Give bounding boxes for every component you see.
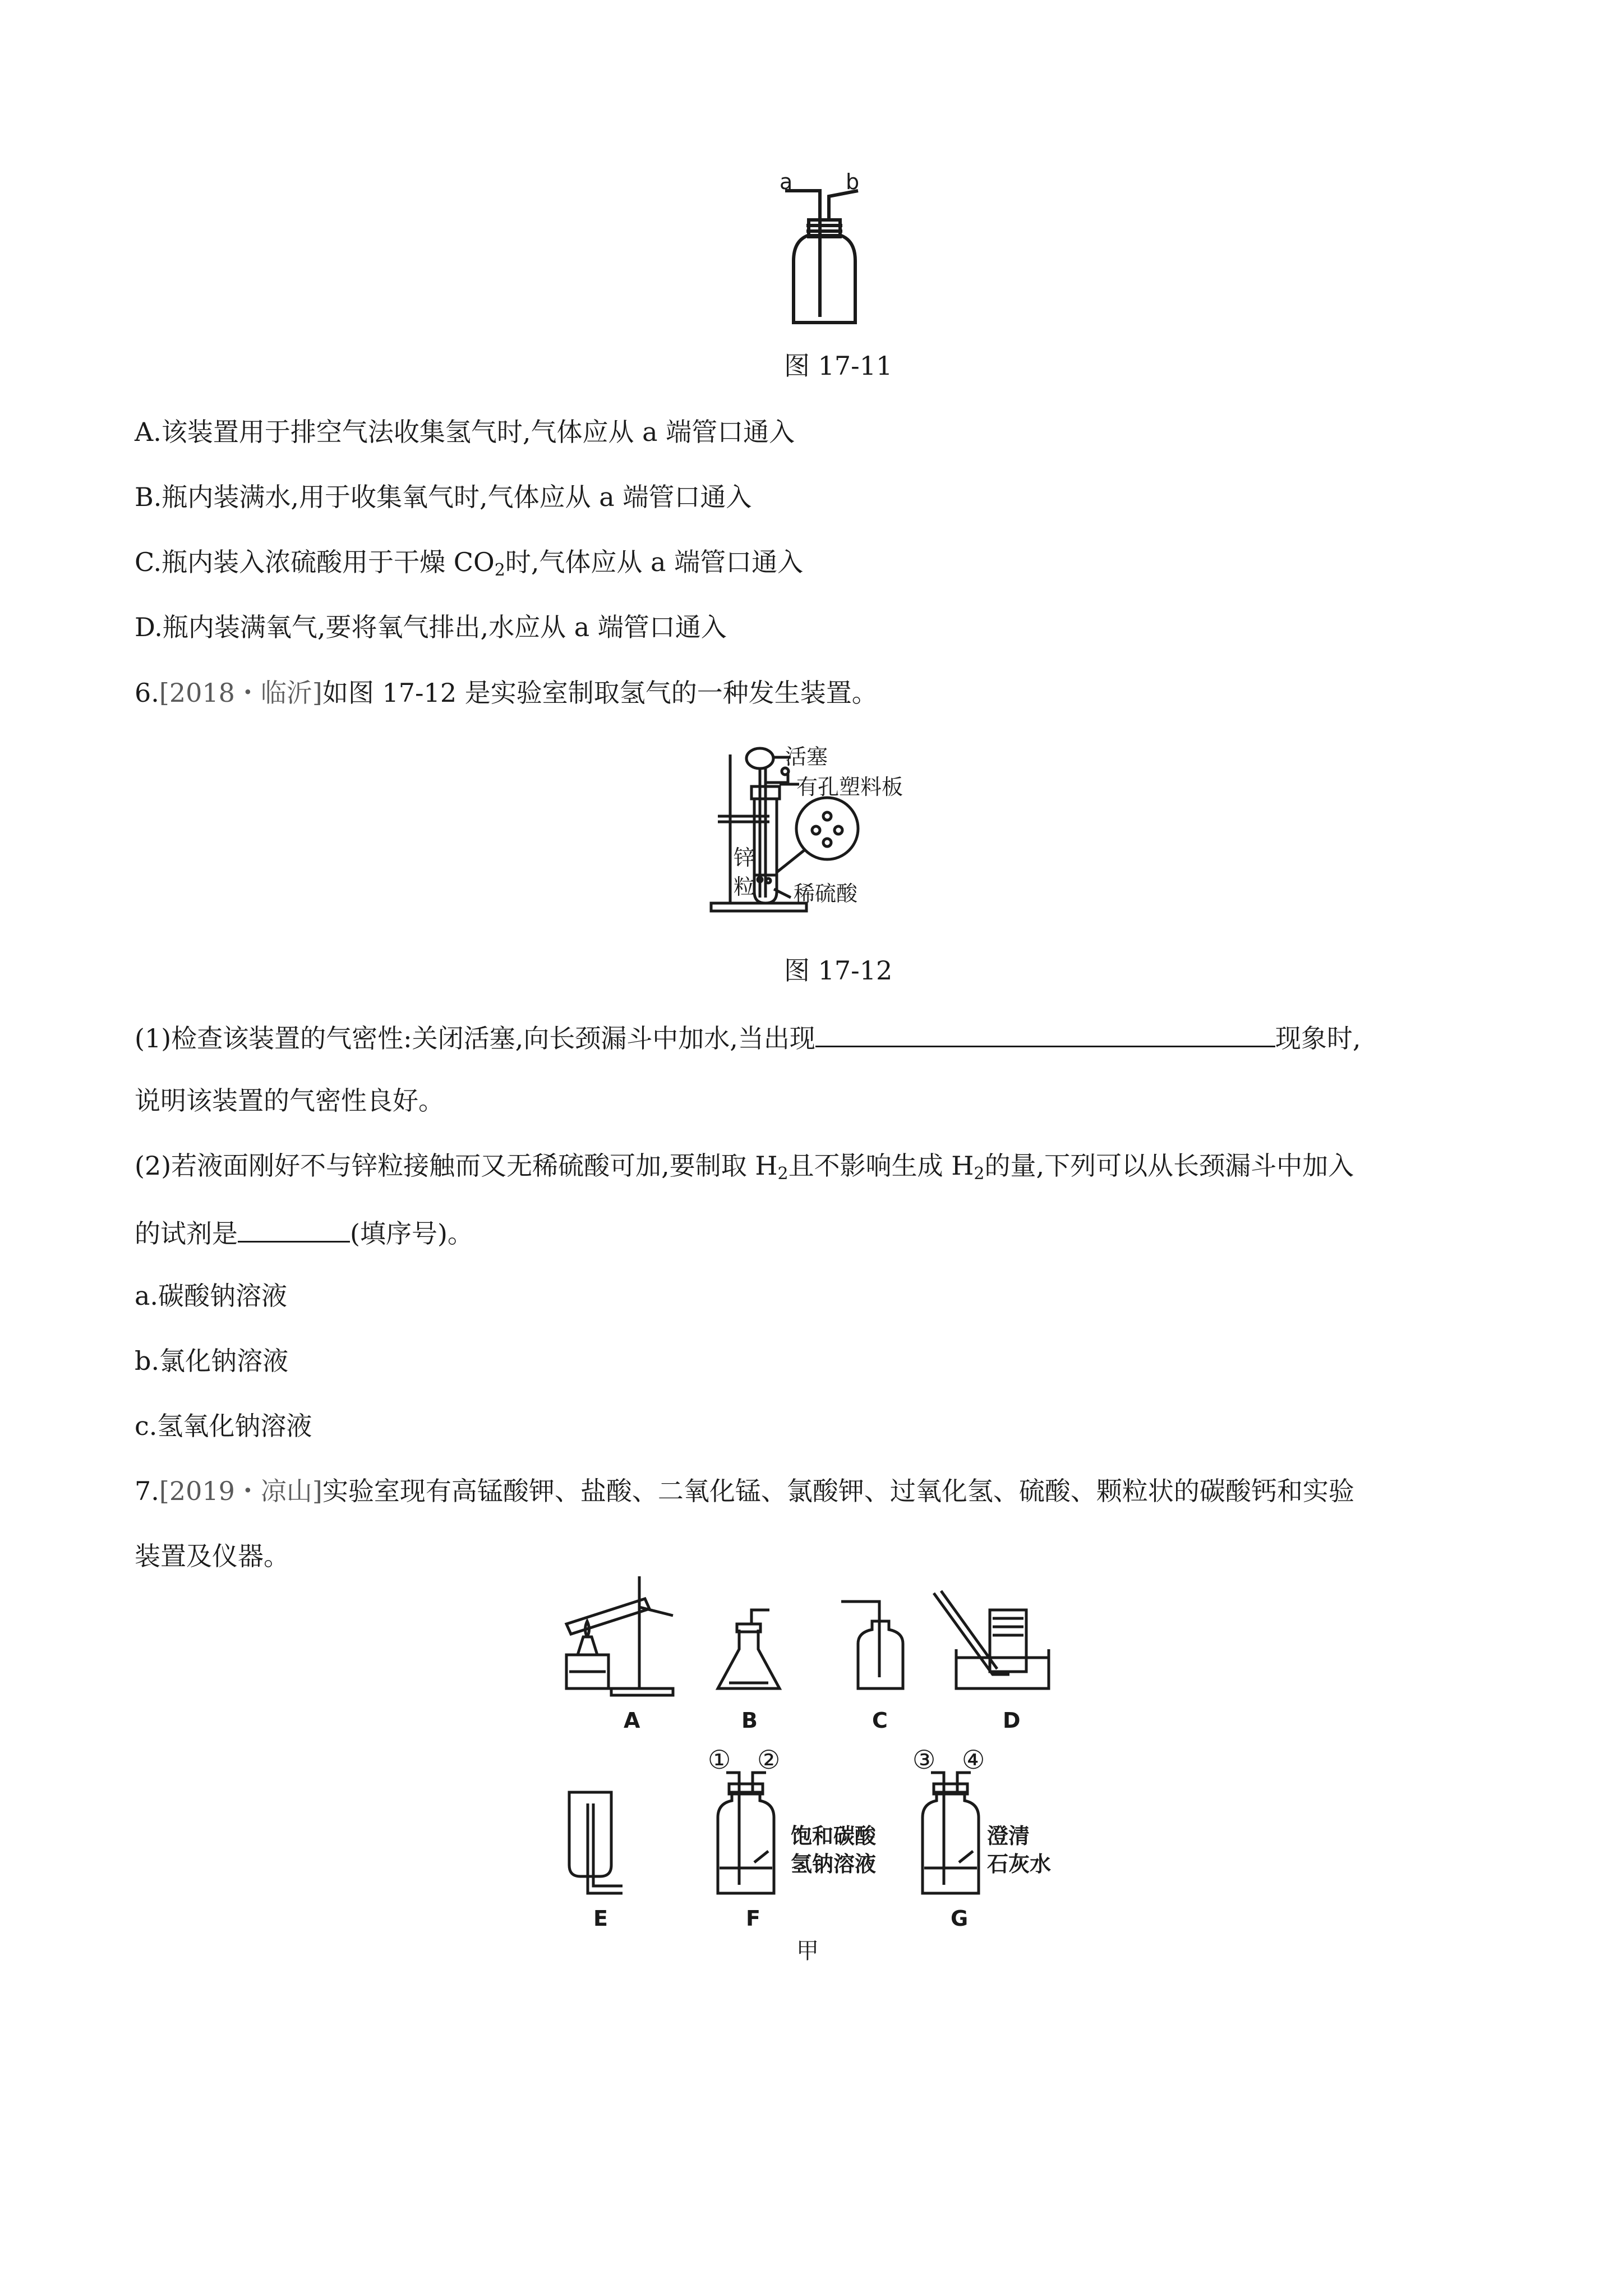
apparatus-letter-c: C — [872, 1708, 888, 1733]
figure-17-11-caption: 图 17-11 — [784, 351, 893, 381]
q7-source: [2019・凉山] — [159, 1476, 322, 1506]
figure-17-12-caption: 图 17-12 — [784, 955, 893, 986]
q5-option-d: D.瓶内装满氧气,要将氧气排出,水应从 a 端管口通入 — [135, 612, 727, 642]
apparatus-letter-a: A — [624, 1708, 640, 1733]
q6-option-c: c.氢氧化钠溶液 — [135, 1411, 312, 1441]
q7-stem-line2: 装置及仪器。 — [135, 1541, 289, 1571]
q6-stem: 6.[2018・临沂]如图 17-12 是实验室制取氢气的一种发生装置。 — [135, 678, 878, 708]
port-label-2: ② — [757, 1745, 781, 1775]
f-reagent-line2: 氢钠溶液 — [791, 1852, 877, 1876]
figure-jia-caption: 甲 — [796, 1938, 819, 1964]
q7-stem: 7.[2019・凉山]实验室现有高锰酸钾、盐酸、二氧化锰、氯酸钾、过氧化氢、硫酸、颗粒状的碳酸钙和实验 — [135, 1476, 1354, 1506]
q6-option-b: b.氯化钠溶液 — [135, 1346, 289, 1376]
label-zinc-1: 锌 — [734, 845, 755, 870]
apparatus-letter-d: D — [1003, 1708, 1021, 1733]
q5-option-b: B.瓶内装满水,用于收集氧气时,气体应从 a 端管口通入 — [135, 482, 752, 512]
port-label-b: b — [846, 169, 860, 194]
port-label-3: ③ — [912, 1745, 936, 1775]
q5-option-a: A.该装置用于排空气法收集氢气时,气体应从 a 端管口通入 — [135, 417, 795, 447]
label-perforated-plate: 有孔塑料板 — [796, 775, 903, 799]
q6-part-2-line2: 的试剂是 (填序号)。 — [135, 1214, 473, 1250]
label-stopcock: 活塞 — [785, 744, 828, 769]
apparatus-letter-e: E — [593, 1906, 608, 1931]
apparatus-letter-b: B — [741, 1708, 758, 1733]
label-dilute-sulfuric-acid: 稀硫酸 — [794, 881, 858, 906]
q6-option-a: a.碳酸钠溶液 — [135, 1281, 288, 1311]
q6-part-1: (1)检查该装置的气密性:关闭活塞,向长颈漏斗中加水,当出现 现象时, — [135, 1019, 1361, 1055]
port-label-1: ① — [708, 1745, 731, 1775]
port-label-a: a — [780, 169, 793, 194]
label-zinc-2: 粒 — [734, 875, 755, 899]
q6-part-2: (2)若液面刚好不与锌粒接触而又无稀硫酸可加,要制取 $H_2$且不影响生成 $H_2$的量,下列可以从长颈漏斗中加入 — [135, 1151, 1354, 1184]
apparatus-letter-g: G — [951, 1906, 969, 1931]
port-label-4: ④ — [962, 1745, 985, 1775]
q6-part-1-line2: 说明该装置的气密性良好。 — [135, 1085, 444, 1116]
g-reagent-line2: 石灰水 — [987, 1852, 1052, 1876]
f-reagent-line1: 饱和碳酸 — [791, 1824, 877, 1848]
q6-source: [2018・临沂] — [159, 678, 322, 708]
apparatus-letter-f: F — [746, 1906, 760, 1931]
g-reagent-line1: 澄清 — [987, 1824, 1030, 1848]
q5-option-c: C.瓶内装入浓硫酸用于干燥 $CO_2$时,气体应从 a 端管口通入 — [135, 547, 804, 580]
